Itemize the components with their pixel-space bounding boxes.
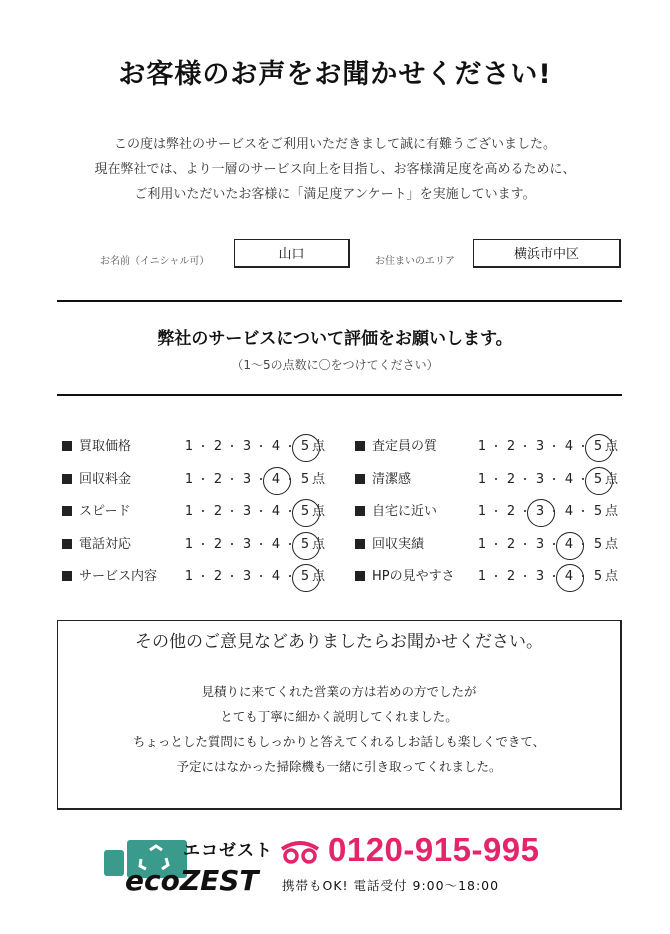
rating-option-selected[interactable]: 4 xyxy=(562,566,576,588)
rating-option[interactable]: 4 xyxy=(564,471,574,487)
rating-option[interactable]: 5 xyxy=(593,569,603,584)
rating-option[interactable]: 2 xyxy=(213,504,223,519)
rating-unit: 点 xyxy=(605,439,619,454)
rating-option[interactable]: 2 xyxy=(213,536,223,552)
rating-category: 回収料金 xyxy=(79,471,132,487)
rating-option-selected[interactable]: 5 xyxy=(298,534,312,556)
rating-option[interactable]: 2 xyxy=(506,504,516,519)
intro-line: ご利用いただいたお客様に「満足度アンケート」を実施しています。 xyxy=(134,187,536,202)
scale-separator: ･ xyxy=(580,505,586,518)
rating-scale xyxy=(182,566,326,588)
rating-section-subtitle: （1〜5の点数に〇をつけてください） xyxy=(231,358,439,372)
rating-option[interactable]: 3 xyxy=(535,569,545,584)
name-label: お名前（イニシャル可） xyxy=(100,256,210,267)
rating-scale xyxy=(182,534,326,556)
rating-option[interactable]: 1 xyxy=(184,439,194,454)
rating-option[interactable]: 1 xyxy=(184,536,194,552)
rating-option[interactable]: 1 xyxy=(184,471,194,487)
logo-kana: エコゼスト xyxy=(183,841,273,861)
rating-row xyxy=(355,566,625,588)
square-bullet-icon xyxy=(62,474,72,484)
square-bullet-icon xyxy=(355,506,365,516)
rating-unit: 点 xyxy=(605,504,619,519)
name-field[interactable]: 山口 xyxy=(234,239,350,268)
scale-separator: ･ xyxy=(287,440,293,453)
comment-line: ちょっとした質問にもしっかりと答えてくれるしお話しも楽しくできて、 xyxy=(132,734,546,749)
intro-text xyxy=(0,132,670,207)
scale-separator: ･ xyxy=(229,505,235,518)
scale-separator: ･ xyxy=(493,570,499,583)
rating-category: サービス内容 xyxy=(79,569,158,584)
scale-separator: ･ xyxy=(287,505,293,518)
rating-option[interactable]: 2 xyxy=(213,471,223,487)
rating-option[interactable]: 1 xyxy=(477,504,487,519)
rating-category: 回収実績 xyxy=(372,536,425,552)
scale-separator: ･ xyxy=(551,570,557,583)
scale-separator: ･ xyxy=(229,570,235,583)
scale-separator: ･ xyxy=(493,505,499,518)
rating-option[interactable]: 2 xyxy=(506,536,516,552)
rating-row xyxy=(355,501,625,523)
rating-unit: 点 xyxy=(605,471,619,487)
scale-separator: ･ xyxy=(229,472,235,486)
scale-separator: ･ xyxy=(200,440,206,453)
rating-option[interactable]: 1 xyxy=(477,439,487,454)
rating-option[interactable]: 3 xyxy=(242,439,252,454)
rating-option[interactable]: 1 xyxy=(184,504,194,519)
rating-option[interactable]: 1 xyxy=(477,471,487,487)
rating-unit: 点 xyxy=(312,504,326,519)
divider-top xyxy=(57,300,622,302)
scale-separator: ･ xyxy=(580,472,586,486)
scale-separator: ･ xyxy=(200,472,206,486)
area-label: お住まいのエリア xyxy=(375,256,455,267)
rating-option-selected[interactable]: 4 xyxy=(269,469,283,491)
rating-option[interactable]: 4 xyxy=(564,439,574,454)
rating-option-selected[interactable]: 4 xyxy=(562,534,576,556)
scale-separator: ･ xyxy=(287,570,293,583)
rating-option-selected[interactable]: 5 xyxy=(591,469,605,491)
scale-separator: ･ xyxy=(229,537,235,551)
scale-separator: ･ xyxy=(493,472,499,486)
rating-category: スピード xyxy=(79,504,131,519)
square-bullet-icon xyxy=(355,571,365,581)
scale-separator: ･ xyxy=(522,472,528,486)
rating-option[interactable]: 2 xyxy=(213,439,223,454)
rating-row xyxy=(62,501,332,523)
reception-hours: 携帯もOK! 電話受付 9:00〜18:00 xyxy=(282,878,500,893)
rating-scale xyxy=(475,469,619,491)
phone-number[interactable]: 0120-915-995 xyxy=(328,831,540,868)
rating-option[interactable]: 1 xyxy=(184,569,194,584)
scale-separator: ･ xyxy=(258,440,264,453)
area-field[interactable]: 横浜市中区 xyxy=(473,239,621,268)
scale-separator: ･ xyxy=(493,440,499,453)
rating-option[interactable]: 3 xyxy=(242,536,252,552)
page-title: お客様のお声をお聞かせください! xyxy=(118,59,552,90)
comment-box xyxy=(57,620,622,810)
scale-separator: ･ xyxy=(580,570,586,583)
rating-option[interactable]: 1 xyxy=(477,569,487,584)
scale-separator: ･ xyxy=(551,537,557,551)
rating-option[interactable]: 4 xyxy=(271,504,281,519)
rating-row xyxy=(62,469,332,491)
rating-scale xyxy=(475,534,619,556)
comment-body xyxy=(58,679,620,779)
rating-category: 電話対応 xyxy=(79,536,132,552)
comment-line: とても丁寧に細かく説明してくれました。 xyxy=(220,709,458,724)
rating-unit: 点 xyxy=(312,536,326,552)
rating-option-selected[interactable]: 5 xyxy=(298,566,312,588)
square-bullet-icon xyxy=(355,539,365,549)
scale-separator: ･ xyxy=(258,505,264,518)
scale-separator: ･ xyxy=(200,537,206,551)
rating-option[interactable]: 3 xyxy=(535,536,545,552)
rating-row xyxy=(355,436,625,458)
rating-unit: 点 xyxy=(312,439,326,454)
scale-separator: ･ xyxy=(200,505,206,518)
rating-scale xyxy=(475,501,619,523)
scale-separator: ･ xyxy=(229,440,235,453)
rating-option[interactable]: 3 xyxy=(535,439,545,454)
rating-scale xyxy=(182,469,326,491)
scale-separator: ･ xyxy=(258,570,264,583)
scale-separator: ･ xyxy=(551,505,557,518)
rating-option[interactable]: 5 xyxy=(593,536,603,552)
rating-option[interactable]: 3 xyxy=(242,471,252,487)
rating-option[interactable]: 5 xyxy=(300,471,310,487)
scale-separator: ･ xyxy=(580,537,586,551)
scale-separator: ･ xyxy=(200,570,206,583)
rating-option-selected[interactable]: 5 xyxy=(298,501,312,523)
square-bullet-icon xyxy=(62,506,72,516)
rating-unit: 点 xyxy=(605,569,619,584)
comment-line: 予定にはなかった掃除機も一緒に引き取ってくれました。 xyxy=(176,759,502,774)
rating-scale xyxy=(475,436,619,458)
scale-separator: ･ xyxy=(258,537,264,551)
scale-separator: ･ xyxy=(522,570,528,583)
scale-separator: ･ xyxy=(287,472,293,486)
square-bullet-icon xyxy=(62,571,72,581)
logo-wordmark: ecoZEST xyxy=(125,864,259,897)
scale-separator: ･ xyxy=(287,537,293,551)
rating-category: 買取価格 xyxy=(79,439,132,454)
intro-line: この度は弊社のサービスをご利用いただきまして誠に有難うございました。 xyxy=(113,137,556,152)
scale-separator: ･ xyxy=(522,440,528,453)
square-bullet-icon xyxy=(62,539,72,549)
rating-scale xyxy=(182,436,326,458)
rating-category: 自宅に近い xyxy=(372,504,438,519)
scale-separator: ･ xyxy=(551,472,557,486)
rating-unit: 点 xyxy=(312,471,326,487)
scale-separator: ･ xyxy=(258,472,264,486)
rating-option[interactable]: 1 xyxy=(477,536,487,552)
rating-row xyxy=(62,566,332,588)
rating-option[interactable]: 3 xyxy=(242,504,252,519)
rating-option[interactable]: 4 xyxy=(271,536,281,552)
rating-category: HPの見やすさ xyxy=(372,569,455,584)
rating-option[interactable]: 2 xyxy=(506,569,516,584)
rating-row xyxy=(62,436,332,458)
intro-line: 現在弊社では、より一層のサービス向上を目指し、お客様満足度を高めるために、 xyxy=(94,162,576,177)
comment-heading: その他のご意見などありましたらお聞かせください。 xyxy=(135,632,543,652)
rating-scale xyxy=(475,566,619,588)
rating-scale xyxy=(182,501,326,523)
rating-section-title: 弊社のサービスについて評価をお願いします。 xyxy=(157,329,513,349)
rating-option[interactable]: 5 xyxy=(593,504,603,519)
rating-option-selected[interactable]: 5 xyxy=(591,436,605,458)
rating-unit: 点 xyxy=(605,536,619,552)
rating-option[interactable]: 4 xyxy=(271,569,281,584)
square-bullet-icon xyxy=(355,441,365,451)
scale-separator: ･ xyxy=(551,440,557,453)
divider-bottom xyxy=(57,394,622,396)
square-bullet-icon xyxy=(355,474,365,484)
rating-row xyxy=(355,469,625,491)
rating-category: 査定員の質 xyxy=(372,439,438,454)
scale-separator: ･ xyxy=(493,537,499,551)
rating-option[interactable]: 4 xyxy=(564,504,574,519)
rating-option[interactable]: 3 xyxy=(535,471,545,487)
rating-row xyxy=(355,534,625,556)
rating-option-selected[interactable]: 3 xyxy=(533,501,547,523)
free-dial-icon xyxy=(279,839,321,865)
rating-option-selected[interactable]: 5 xyxy=(298,436,312,458)
rating-row xyxy=(62,534,332,556)
rating-option[interactable]: 2 xyxy=(213,569,223,584)
scale-separator: ･ xyxy=(522,505,528,518)
rating-option[interactable]: 2 xyxy=(506,471,516,487)
rating-category: 清潔感 xyxy=(372,471,412,487)
rating-option[interactable]: 3 xyxy=(242,569,252,584)
rating-unit: 点 xyxy=(312,569,326,584)
rating-option[interactable]: 2 xyxy=(506,439,516,454)
scale-separator: ･ xyxy=(580,440,586,453)
scale-separator: ･ xyxy=(522,537,528,551)
comment-line: 見積りに来てくれた営業の方は若めの方でしたが xyxy=(201,684,477,699)
rating-option[interactable]: 4 xyxy=(271,439,281,454)
square-bullet-icon xyxy=(62,441,72,451)
